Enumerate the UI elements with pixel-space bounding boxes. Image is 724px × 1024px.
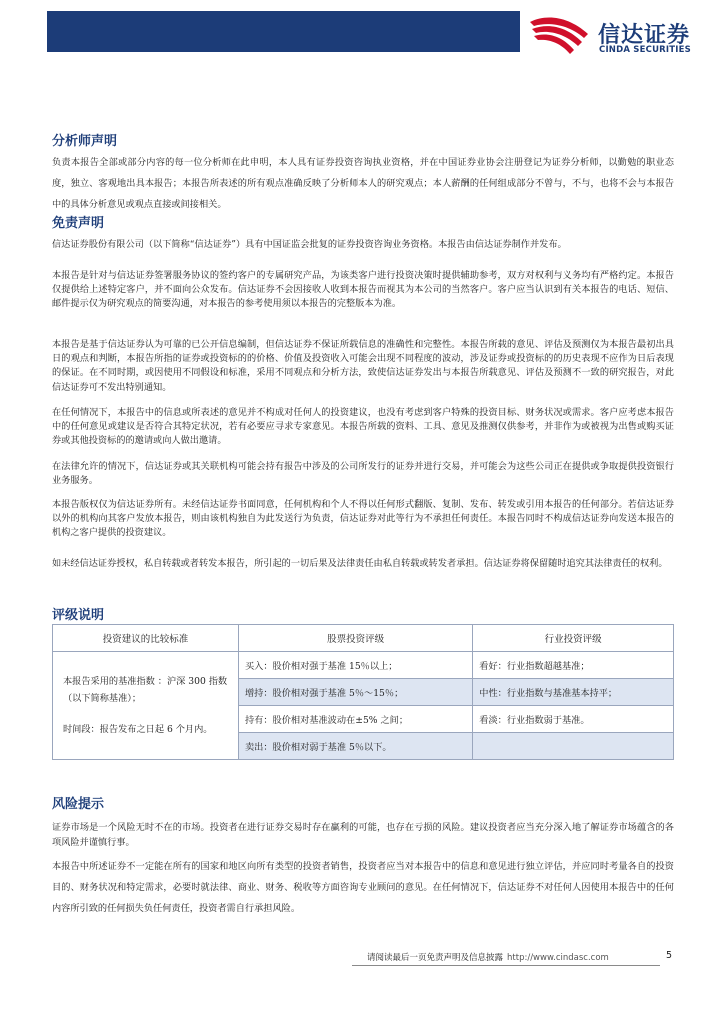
risk-title: 风险提示	[52, 797, 105, 812]
industry-rating-negative: 看淡：行业指数弱于基准。	[473, 706, 674, 733]
analyst-statement-title: 分析师声明	[52, 134, 118, 149]
rating-table-header-row	[53, 625, 674, 652]
rating-header-stock: 股票投资评级	[239, 625, 473, 652]
footer-notice-text: 请阅读最后一页免责声明及信息披露	[367, 953, 504, 963]
disclaimer-paragraph: 本报告是针对与信达证券签署服务协议的签约客户的专属研究产品，为该类客户进行投资决策时提供辅助参考，双方对权利与义务均有严格约定。本报告仅提供给上述特定客户，并不面向公众发布。信达证券不会因接收人收到本报告而视其为本公司的当然客户。客户应当认识到有关本报告的电话、短信、邮件提示仅为研究观点的简要沟通，对本报告的参考使用须以本报告的完整版本为准。	[52, 270, 674, 310]
rating-benchmark-text: 本报告采用的基准指数 ：沪深 300 指数（以下简称基准）；	[63, 676, 228, 704]
risk-paragraph: 证券市场是一个风险无时不在的市场。投资者在进行证券交易时存在赢利的可能，也存在亏损的风险。建议投资者应当充分深入地了解证券市场蕴含的各项风险并谨慎行事。	[52, 822, 674, 848]
disclaimer-paragraph: 本报告版权仅为信达证券所有。未经信达证券书面同意，任何机构和个人不得以任何形式翻版、复制、发布、转发或引用本报告的任何部分。若信达证券以外的机构向其客户发放本报告，则由该机构独自为此发送行为负责，信达证券对此等行为不承担任何责任。本报告同时不构成信达证券向发送本报告的机构之客户提供的投资建议。	[52, 499, 674, 539]
disclaimer-paragraph: 本报告是基于信达证券认为可靠的已公开信息编制，但信达证券不保证所载信息的准确性和完整性。本报告所载的意见、评估及预测仅为本报告最初出具日的观点和判断，本报告所指的证券或投资标的的价格、价值及投资收入可能会出现不同程度的波动，涉及证券或投资标的的历史表现不应作为日后表现的保证。在不同时期，或因使用不同假设和标准，采用不同观点和分析方法，致使信达证券发出与本报告所载意见、评估及预测不一致的研究报告，对此信达证券可不发出特别通知。	[52, 339, 674, 393]
industry-rating-positive: 看好：行业指数超越基准；	[473, 652, 674, 679]
disclaimer-paragraph: 在法律允许的情况下，信达证券或其关联机构可能会持有报告中涉及的公司所发行的证券并进行交易，并可能会为这些公司正在提供或争取提供投资银行业务服务。	[52, 461, 674, 487]
footer-url-link[interactable]: http://www.cindasc.com	[507, 953, 609, 963]
footer-notice	[367, 951, 609, 963]
stock-rating-overweight: 增持：股价相对强于基准 5％～15％；	[239, 679, 473, 706]
disclaimer-paragraph: 如未经信达证券授权，私自转载或者转发本报告，所引起的一切后果及法律责任由私自转载或转发者承担。信达证券将保留随时追究其法律责任的权利。	[52, 558, 668, 569]
stock-rating-hold: 持有：股价相对基准波动在±5% 之间；	[239, 706, 473, 733]
rating-header-industry: 行业投资评级	[473, 625, 674, 652]
industry-rating-empty	[473, 733, 674, 760]
page-number: 5	[666, 950, 673, 961]
stock-rating-buy: 买入：股价相对强于基准 15％以上；	[239, 652, 473, 679]
footer-divider	[352, 965, 660, 966]
logo-chinese-name: 信达证券	[598, 23, 691, 48]
industry-rating-neutral: 中性：行业指数与基准基本持平；	[473, 679, 674, 706]
company-logo	[528, 12, 708, 58]
logo-swoosh-icon	[528, 12, 592, 56]
risk-paragraph: 本报告中所述证券不一定能在所有的国家和地区向所有类型的投资者销售，投资者应当对本报告中的信息和意见进行独立评估，并应同时考量各自的投资目的、财务状况和特定需求，必要时就法律、商业、财务、税收等方面咨询专业顾问的意见。在任何情况下，信达证券不对任何人因使用本报告中的任何内容所引致的任何损失负任何责任，投资者需自行承担风险。	[52, 861, 674, 914]
rating-criteria-cell	[53, 652, 239, 760]
header-band	[47, 11, 520, 52]
rating-table	[52, 624, 674, 760]
analyst-statement-text: 负责本报告全部或部分内容的每一位分析师在此申明，本人具有证券投资咨询执业资格，并在中国证券业协会注册登记为证券分析师，以勤勉的职业态度，独立、客观地出具本报告；本报告所表述的所有观点准确反映了分析师本人的研究观点；本人薪酬的任何组成部分不曾与，不与，也将不会与本报告中的具体分析意见或观点直接或间接相关。	[52, 157, 674, 210]
rating-table-row	[53, 652, 674, 679]
rating-header-criteria: 投资建议的比较标准	[53, 625, 239, 652]
disclaimer-paragraph: 在任何情况下，本报告中的信息或所表述的意见并不构成对任何人的投资建议，也没有考虑到客户特殊的投资目标、财务状况或需求。客户应考虑本报告中的任何意见或建议是否符合其特定状况，若有必要应寻求专家意见。本报告所载的资料、工具、意见及推测仅供参考，并非作为或被视为出售或购买证券或其他投资标的的邀请或向人做出邀请。	[52, 407, 674, 447]
rating-period-text: 时间段：报告发布之日起 6 个月内。	[63, 724, 213, 735]
rating-title: 评级说明	[52, 608, 105, 623]
disclaimer-paragraph: 信达证券股份有限公司（以下简称“信达证券”）具有中国证监会批复的证券投资咨询业务资格。本报告由信达证券制作并发布。	[52, 239, 567, 250]
disclaimer-title: 免责声明	[52, 216, 105, 231]
stock-rating-sell: 卖出：股价相对弱于基准 5％以下。	[239, 733, 473, 760]
logo-english-name: CINDA SECURITIES	[599, 45, 691, 55]
